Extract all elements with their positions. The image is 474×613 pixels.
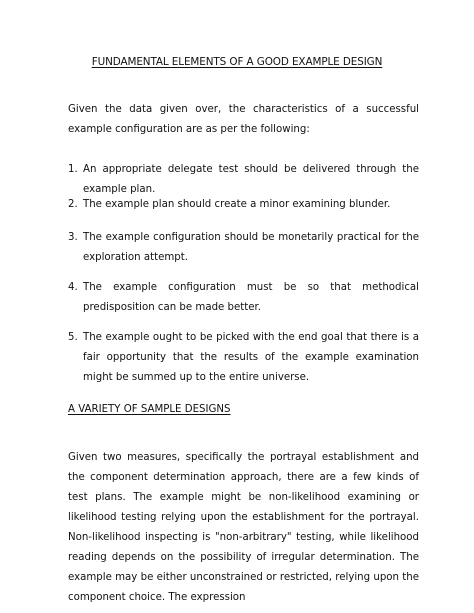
document-title: FUNDAMENTAL ELEMENTS OF A GOOD EXAMPLE DESIGN [91,56,383,68]
list-item [68,278,419,318]
list-item [68,228,419,268]
list-number: 1. [68,164,78,175]
list-item [68,195,419,215]
list-text: An appropriate delegate test should be delivered through the example plan. [83,164,419,195]
section-heading: A VARIETY OF SAMPLE DESIGNS [68,404,231,415]
list-text: The example plan should create a minor examining blunder. [83,199,391,210]
list-item [68,328,419,388]
list-text: The example configuration must be so that methodical predisposition can be made better. [83,282,419,313]
list-number: 2. [68,199,78,210]
list-number: 4. [68,282,78,293]
intro-paragraph: Given the data given over, the characteristics of a successful example configuration are as per the following: [68,104,419,135]
list-item [68,160,419,200]
list-text: The example configuration should be monetarily practical for the exploration attempt. [83,232,419,263]
body-paragraph: Given two measures, specifically the portrayal establishment and the component determination approach, there are a few kinds of test plans. The example might be non-likelihood examining or likelihood testing relying upon the establishment for the portrayal. Non-likelihood inspecting is "non-arbitrary" testing, while likelihood reading depends on the possibility of irregular determination. The example may be either unconstrained or restricted, relying upon the component choice. The expression [68,452,419,603]
list-number: 3. [68,232,78,243]
list-number: 5. [68,332,78,343]
list-text: The example ought to be picked with the end goal that there is a fair opportunity that the results of the example examination might be summed up to the entire universe. [83,332,419,383]
